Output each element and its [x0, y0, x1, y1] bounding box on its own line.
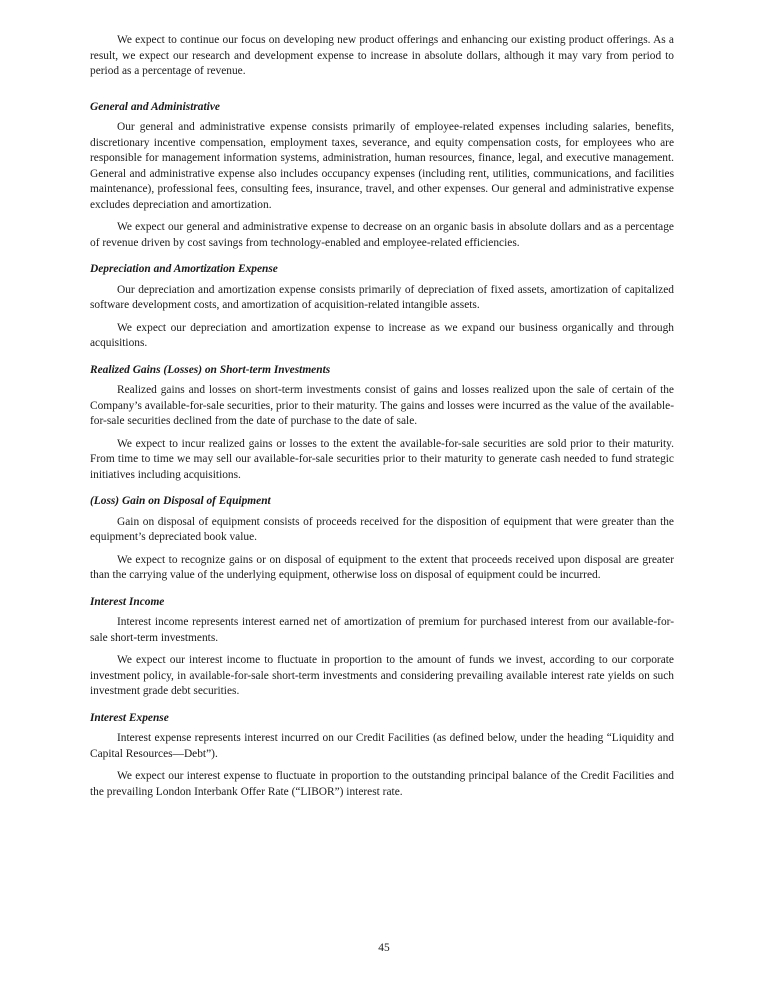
section-heading: General and Administrative: [90, 100, 220, 113]
section-heading: Realized Gains (Losses) on Short-term Investments: [90, 363, 331, 376]
section-paragraph: Our depreciation and amortization expense consists primarily of depreciation of fixed assets, amortization of capitalized software development costs, and amortization of acquisition-related intangible assets.: [90, 283, 674, 311]
section-paragraph: We expect our interest expense to fluctuate in proportion to the outstanding principal balance of the Credit Facilities and the prevailing London Interbank Offer Rate (“LIBOR”) interest rate.: [90, 770, 674, 798]
section-paragraph: We expect our interest income to fluctuate in proportion to the amount of funds we invest, according to our corporate investment policy, in available-for-sale short-term investments and considering prevailing available interest rate yields on such investment grade debt securities.: [90, 654, 674, 697]
section-paragraph: Interest expense represents interest incurred on our Credit Facilities (as defined below, under the heading “Liquidity and Capital Resources—Debt”).: [90, 732, 674, 760]
section-depreciation-and-amortization: [90, 262, 674, 352]
section-interest-expense: [90, 711, 674, 801]
section-interest-income: [90, 595, 674, 700]
section-paragraph: We expect our general and administrative expense to decrease on an organic basis in absolute dollars and as a percentage of revenue driven by cost savings from technology-enabled and employee-related efficiencies.: [90, 221, 674, 249]
section-general-and-administrative: [90, 100, 674, 252]
section-paragraph: We expect our depreciation and amortization expense to increase as we expand our business organically and through acquisitions.: [90, 321, 674, 349]
section-heading: (Loss) Gain on Disposal of Equipment: [90, 495, 271, 507]
section-paragraph: Realized gains and losses on short-term investments consist of gains and losses realized upon the sale of certain of the Company’s available-for-sale securities, prior to their maturity. The gains and losses were incurred as the value of the available-for-sale securities declined from the date of purchase to the date of sale.: [90, 384, 674, 427]
section-realized-gains-losses: [90, 363, 674, 484]
section-paragraph: Interest income represents interest earned net of amortization of premium for purchased interest from our available-for-sale short-term investments.: [90, 616, 674, 644]
page-number: 45: [378, 942, 390, 954]
section-heading: Interest Expense: [90, 711, 169, 724]
section-paragraph: Gain on disposal of equipment consists of proceeds received for the disposition of equipment that were greater than the equipment’s depreciated book value.: [90, 515, 674, 543]
section-paragraph: Our general and administrative expense consists primarily of employee-related expenses including salaries, benefits, discretionary incentive compensation, employment taxes, severance, and equity compensation costs, for employees who are responsible for management information systems, administration, human resources, finance, legal, and executive management. General and administrative expense also includes occupancy expenses (including rent, utilities, communications, and facilities maintenance), professional fees, consulting fees, insurance, travel, and other expenses. Our general and administrative expense excludes depreciation and amortization.: [90, 121, 674, 211]
section-heading: Interest Income: [90, 595, 165, 608]
section-paragraph: We expect to incur realized gains or losses to the extent the available-for-sale securities are sold prior to their maturity. From time to time we may sell our available-for-sale securities prior to their maturity to generate cash needed to fund strategic initiatives including acquisitions.: [90, 437, 674, 481]
intro-paragraph: We expect to continue our focus on developing new product offerings and enhancing our existing product offerings. As a result, we expect our research and development expense to increase in absolute dollars, although it may vary from period to period as a percentage of revenue.: [90, 34, 674, 77]
section-disposal-of-equipment: [90, 494, 674, 584]
section-paragraph: We expect to recognize gains or on disposal of equipment to the extent that proceeds received upon disposal are greater than the carrying value of the underlying equipment, otherwise loss on disposal of equipment could be incurred.: [90, 553, 674, 581]
section-heading: Depreciation and Amortization Expense: [90, 263, 278, 275]
